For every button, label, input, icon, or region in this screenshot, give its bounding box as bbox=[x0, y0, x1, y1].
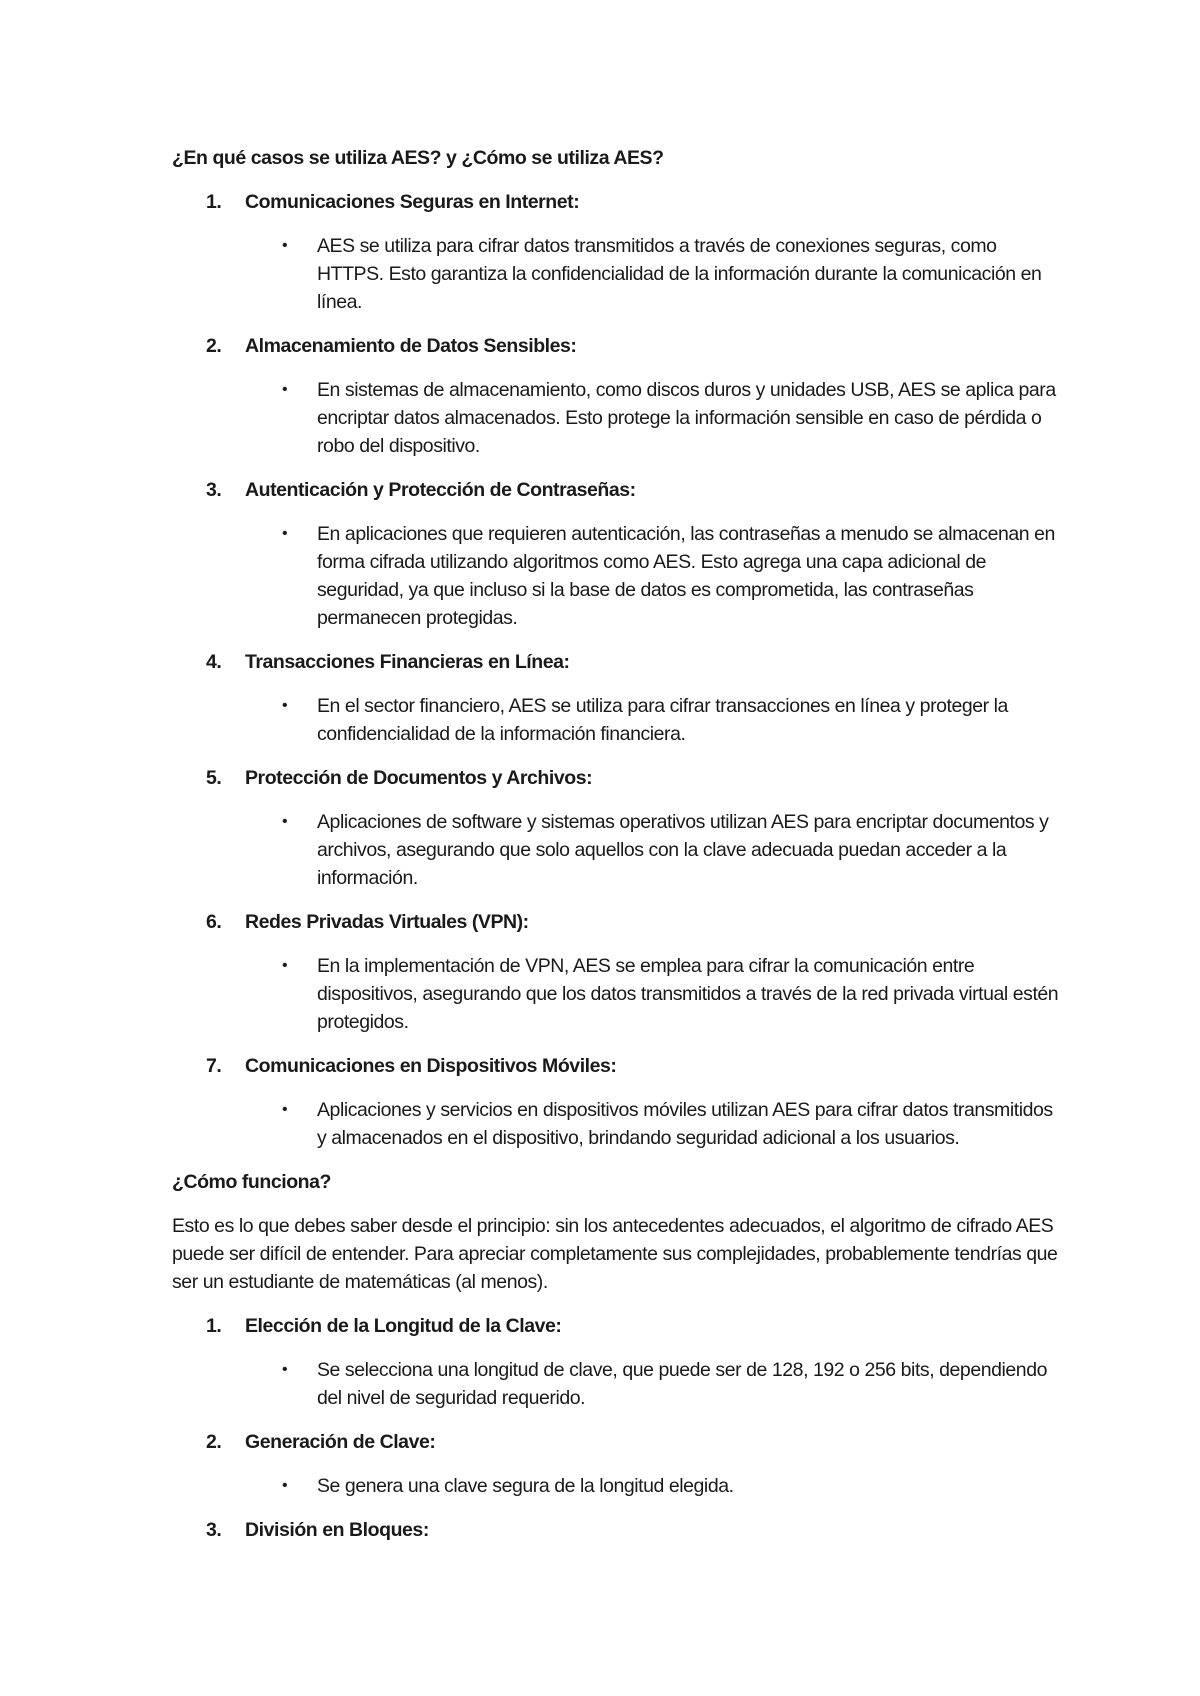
item-text: En aplicaciones que requieren autenticación, las contraseñas a menudo se almacenan en forma cifrada utilizando algoritmos como AES. Esto agrega una capa adicional de seguridad, ya que incluso si la base de datos es comprometida, las contraseñas permanecen protegidas. bbox=[317, 523, 1055, 629]
bullet-icon: • bbox=[282, 1361, 288, 1378]
item-number: 7. bbox=[206, 1055, 222, 1077]
item-text: Se genera una clave segura de la longitud elegida. bbox=[317, 1475, 734, 1497]
item-number: 2. bbox=[206, 335, 222, 357]
uses-list bbox=[172, 188, 1060, 1152]
item-title: Comunicaciones en Dispositivos Móviles: bbox=[245, 1055, 617, 1077]
list-item bbox=[172, 1312, 1060, 1412]
item-number: 6. bbox=[206, 911, 222, 933]
list-item bbox=[172, 332, 1060, 460]
section-heading-how-it-works: ¿Cómo funciona? bbox=[172, 1171, 331, 1193]
item-title: Comunicaciones Seguras en Internet: bbox=[245, 191, 580, 213]
item-number: 3. bbox=[206, 479, 222, 501]
item-text: AES se utiliza para cifrar datos transmitidos a través de conexiones seguras, como HTTPS. Esto garantiza la confidencialidad de la información durante la comunicación en línea. bbox=[317, 235, 1042, 313]
item-text: Se selecciona una longitud de clave, que puede ser de 128, 192 o 256 bits, dependiendo del nivel de seguridad requerido. bbox=[317, 1359, 1047, 1409]
item-text: En sistemas de almacenamiento, como discos duros y unidades USB, AES se aplica para encriptar datos almacenados. Esto protege la información sensible en caso de pérdida o robo del dispositivo. bbox=[317, 379, 1056, 457]
list-item bbox=[172, 908, 1060, 1036]
item-title: Transacciones Financieras en Línea: bbox=[245, 651, 570, 673]
item-number: 1. bbox=[206, 1315, 222, 1337]
item-text: Aplicaciones de software y sistemas operativos utilizan AES para encriptar documentos y archivos, asegurando que solo aquellos con la clave adecuada puedan acceder a la información. bbox=[317, 811, 1049, 889]
item-number: 2. bbox=[206, 1431, 222, 1453]
item-number: 1. bbox=[206, 191, 222, 213]
list-item bbox=[172, 1516, 1060, 1544]
list-item bbox=[172, 476, 1060, 632]
bullet-icon: • bbox=[282, 957, 288, 974]
bullet-icon: • bbox=[282, 525, 288, 542]
bullet-icon: • bbox=[282, 813, 288, 830]
item-title: División en Bloques: bbox=[245, 1519, 429, 1541]
list-item bbox=[172, 1428, 1060, 1500]
section-heading-uses: ¿En qué casos se utiliza AES? y ¿Cómo se utiliza AES? bbox=[172, 147, 664, 169]
item-title: Redes Privadas Virtuales (VPN): bbox=[245, 911, 529, 933]
bullet-icon: • bbox=[282, 381, 288, 398]
item-number: 5. bbox=[206, 767, 222, 789]
bullet-icon: • bbox=[282, 237, 288, 254]
bullet-icon: • bbox=[282, 1101, 288, 1118]
list-item bbox=[172, 764, 1060, 892]
item-text: En la implementación de VPN, AES se emplea para cifrar la comunicación entre dispositivos, asegurando que los datos transmitidos a través de la red privada virtual estén protegidos. bbox=[317, 955, 1059, 1033]
item-title: Elección de la Longitud de la Clave: bbox=[245, 1315, 562, 1337]
bullet-icon: • bbox=[282, 1477, 288, 1494]
item-number: 3. bbox=[206, 1519, 222, 1541]
steps-list bbox=[172, 1312, 1060, 1544]
item-text: Aplicaciones y servicios en dispositivos móviles utilizan AES para cifrar datos transmitidos y almacenados en el dispositivo, brindando seguridad adicional a los usuarios. bbox=[317, 1099, 1053, 1149]
bullet-icon: • bbox=[282, 697, 288, 714]
intro-paragraph: Esto es lo que debes saber desde el principio: sin los antecedentes adecuados, el algoritmo de cifrado AES puede ser difícil de entender. Para apreciar completamente sus complejidades, probablemente tendrías que ser un estudiante de matemáticas (al menos). bbox=[172, 1215, 1058, 1293]
list-item bbox=[172, 648, 1060, 748]
item-title: Generación de Clave: bbox=[245, 1431, 436, 1453]
item-text: En el sector financiero, AES se utiliza para cifrar transacciones en línea y proteger la confidencialidad de la información financiera. bbox=[317, 695, 1008, 745]
item-title: Almacenamiento de Datos Sensibles: bbox=[245, 335, 577, 357]
list-item bbox=[172, 188, 1060, 316]
item-title: Protección de Documentos y Archivos: bbox=[245, 767, 593, 789]
item-number: 4. bbox=[206, 651, 222, 673]
item-title: Autenticación y Protección de Contraseñas: bbox=[245, 479, 636, 501]
list-item bbox=[172, 1052, 1060, 1152]
